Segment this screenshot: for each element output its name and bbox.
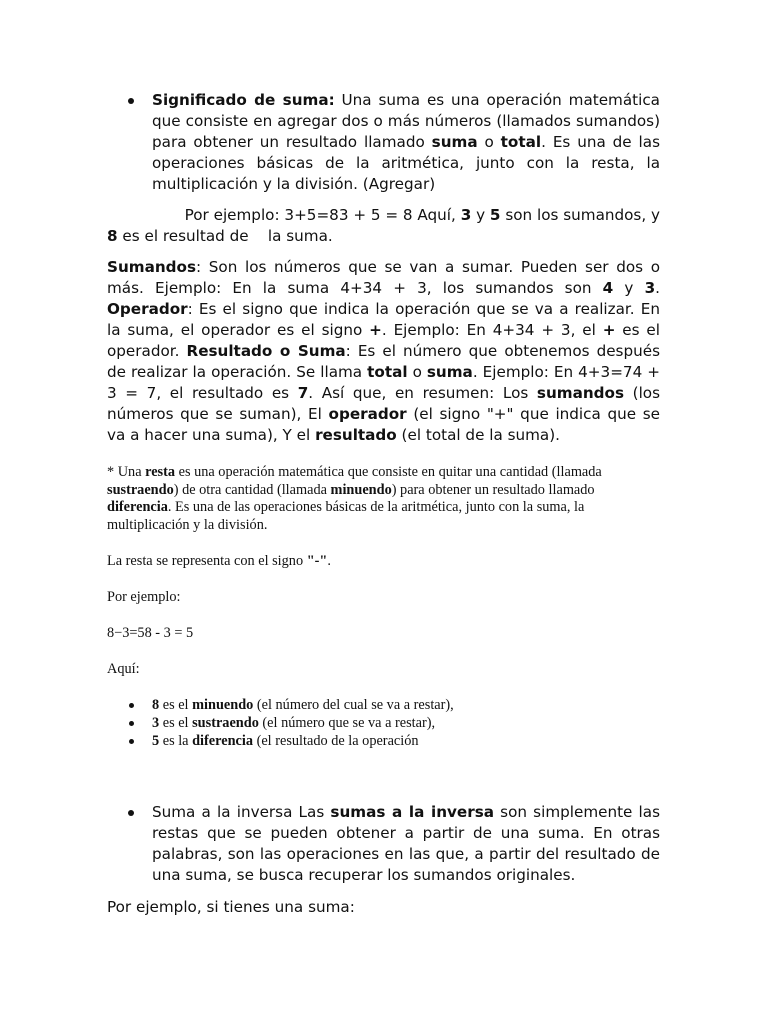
aqui-label: Aquí: xyxy=(107,661,140,677)
resta-sign-line: La resta se representa con el signo "-". xyxy=(107,553,331,569)
sumandos-paragraph: Sumandos: Son los números que se van a sumar. Pueden ser dos o más. Ejemplo: En la suma 4+34 + 3, los sumandos son 4 y 3. Operador: Es el signo que indica la operación que se va a realizar. En la suma, el operador es el signo +. Ejemplo: En 4+34 + 3, el + es el operador. Resultado o Suma: Es el número que obtenemos después de realizar la operación. Se llama total o suma. Ejemplo: En 4+3=74 + 3 = 7, el resultado es 7. Así que, en resumen: Los sumandos (los números que se suman), El operador (el signo "+" que indica que se va a hacer una suma), Y el resultado (el total de la suma). xyxy=(107,258,660,444)
example-paragraph xyxy=(107,205,660,247)
example-line-1: Por ejemplo: 3+5=83 + 5 = 8 Aquí, 3 y 5 son los sumandos, y xyxy=(184,206,660,224)
bullet-significado-suma: Significado de suma: Una suma es una operación matemática que consiste en agregar dos o más números (llamados sumandos) para obtener un resultado llamado suma o total. Es una de las operaciones básicas de la aritmética, junto con la resta, la multiplicación y la división. (Agregar) xyxy=(152,91,660,193)
bullet-dot xyxy=(128,810,134,816)
list-item: 8 es el minuendo (el número del cual se va a restar), xyxy=(152,697,454,713)
bullet-dot xyxy=(129,721,134,726)
bullet-dot xyxy=(129,703,134,708)
por-ejemplo-label: Por ejemplo: xyxy=(107,589,181,605)
bullet-suma-inversa: Suma a la inversa Las sumas a la inversa son simplemente las restas que se pueden obtener a partir de una suma. En otras palabras, son las operaciones en las que, a partir del resultado de una suma, se busca recuperar los sumandos originales. xyxy=(152,803,660,884)
example-line-2: 8 es el resultad de la suma. xyxy=(107,227,333,245)
resta-equation: 8−3=58 - 3 = 5 xyxy=(107,625,194,641)
list-item: 5 es la diferencia (el resultado de la operación xyxy=(152,733,419,749)
resta-definition: * Una resta es una operación matemática que consiste en quitar una cantidad (llamada sustraendo) de otra cantidad (llamada minuendo) para obtener un resultado llamado diferencia. Es una de las operaciones básicas de la aritmética, junto con la suma, la multiplicación y la división. xyxy=(107,464,602,533)
bullet-dot xyxy=(128,98,134,104)
bullet-dot xyxy=(129,739,134,744)
term-significado: Significado de suma: xyxy=(152,91,335,109)
list-item: 3 es el sustraendo (el número que se va a restar), xyxy=(152,715,436,731)
footer-line: Por ejemplo, si tienes una suma: xyxy=(107,898,355,916)
